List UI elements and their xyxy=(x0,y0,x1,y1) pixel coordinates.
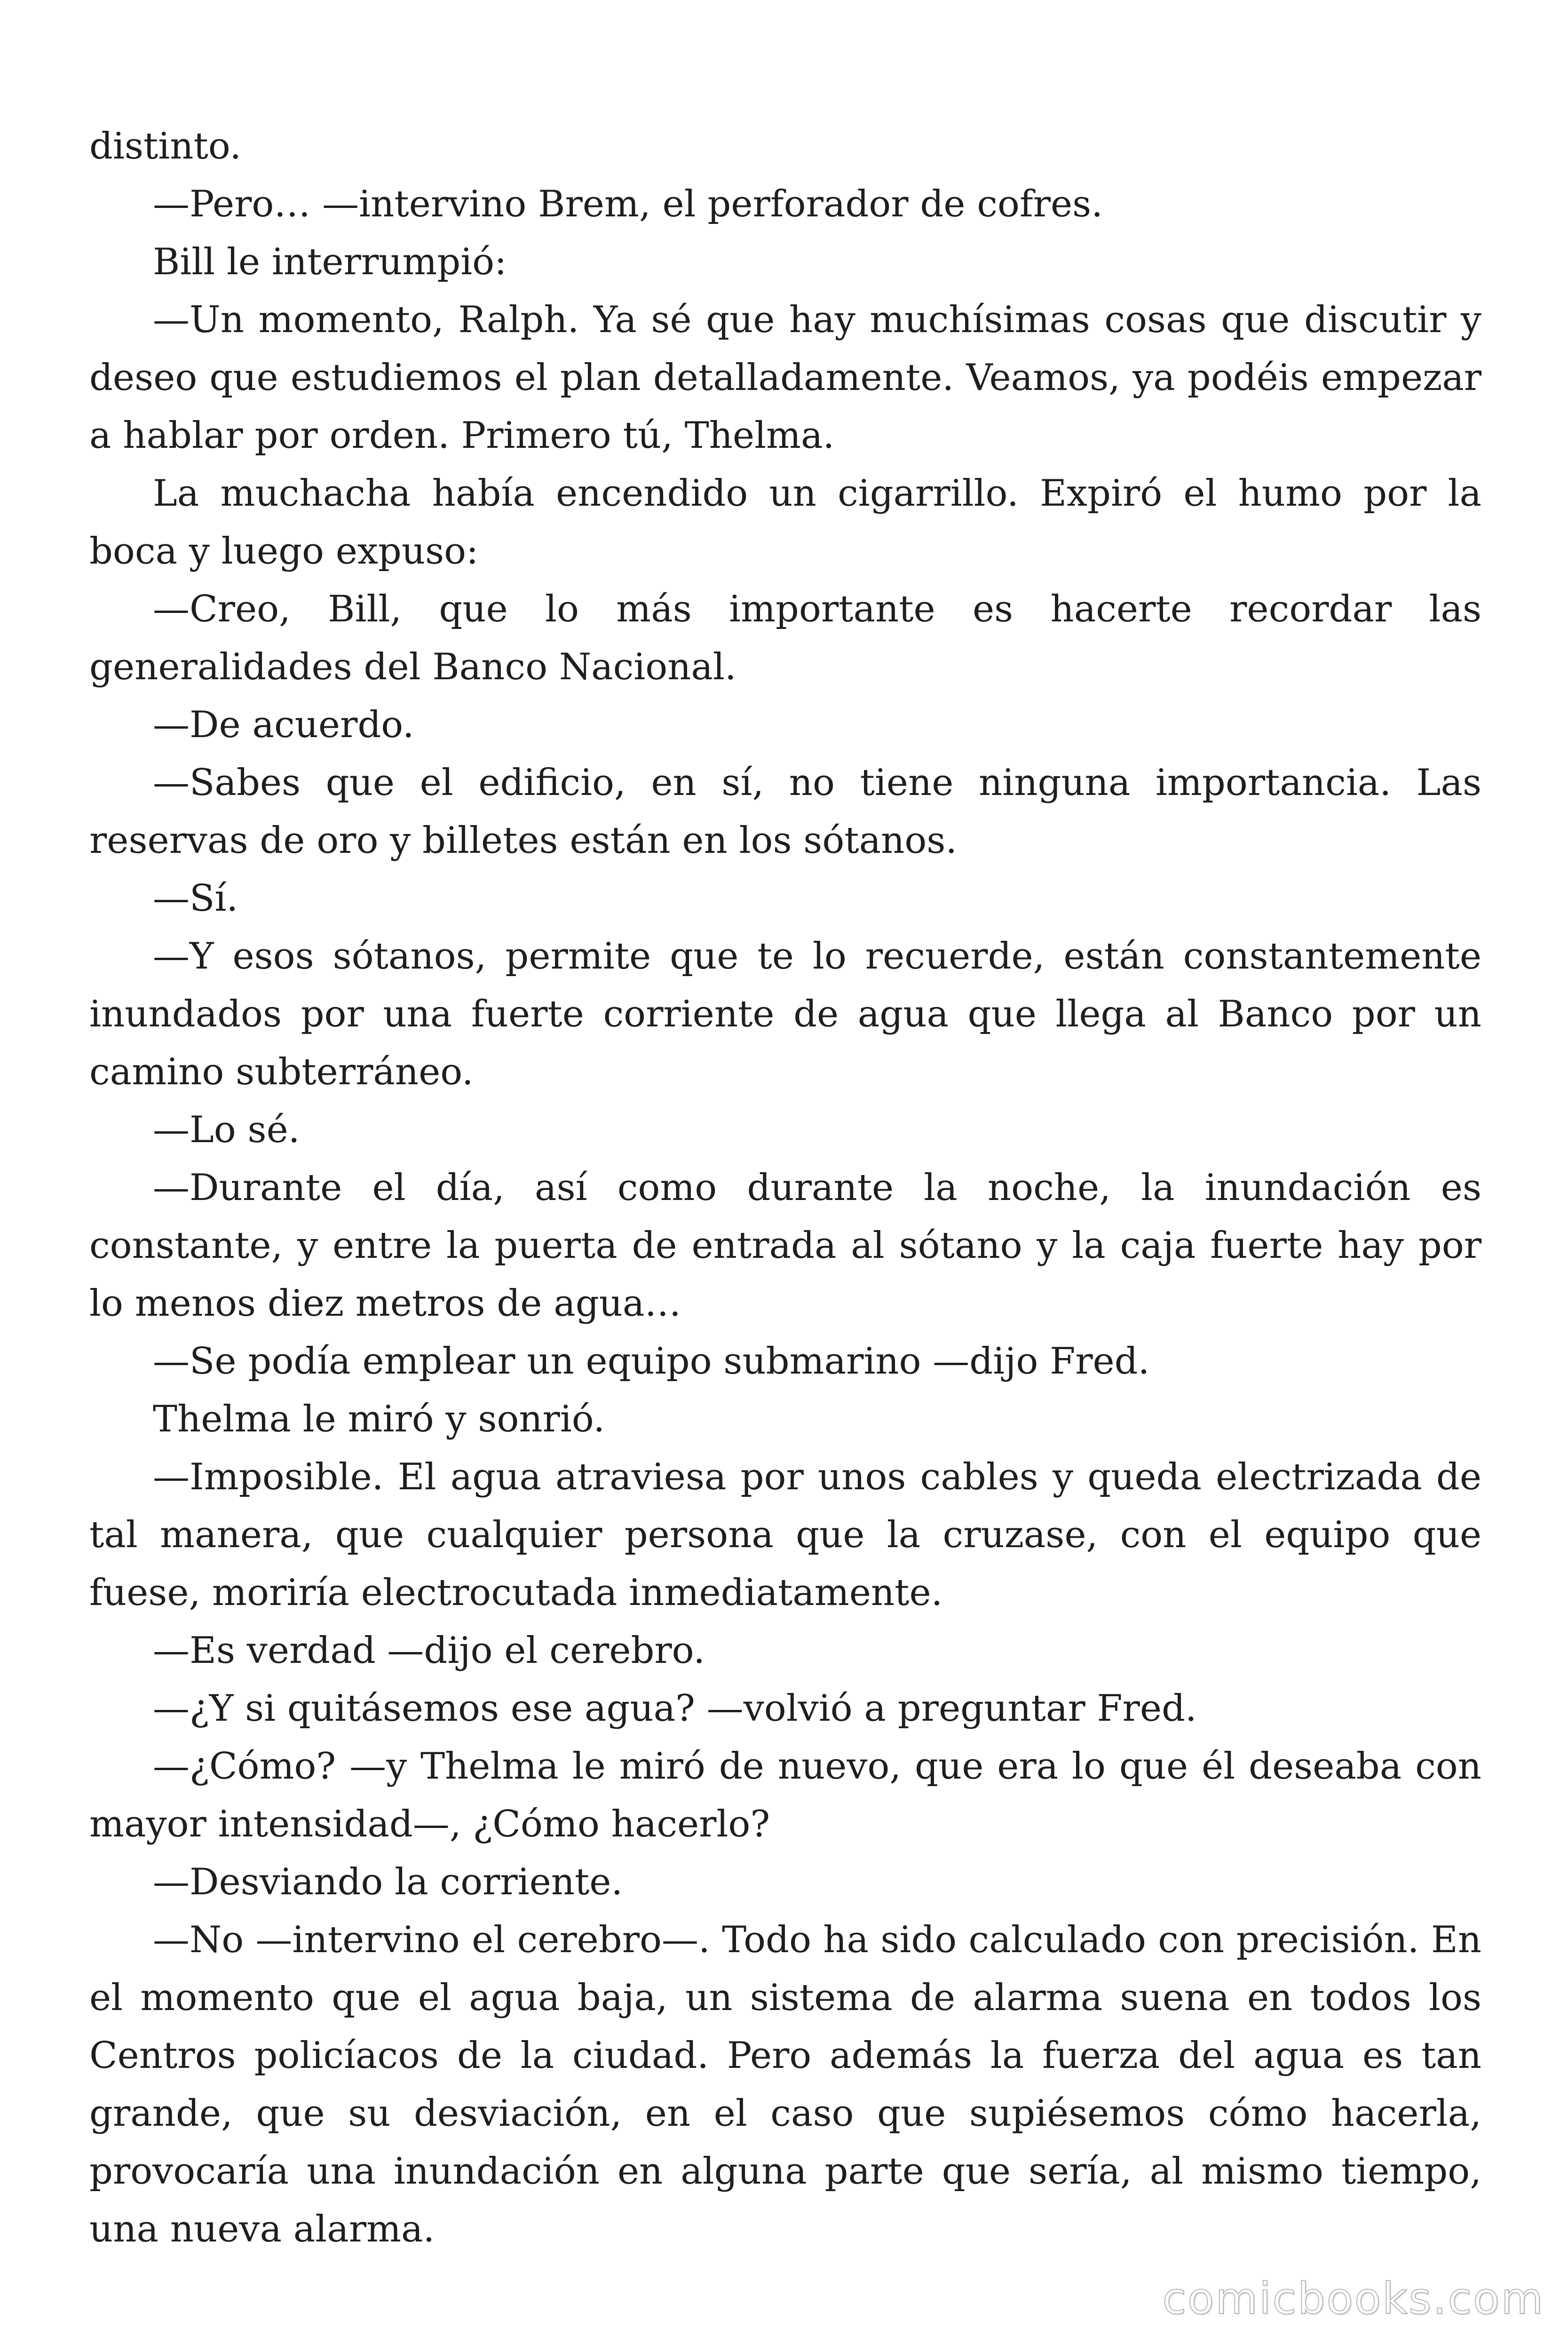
paragraph: —Sí. xyxy=(153,877,238,920)
paragraph: distinto. xyxy=(89,125,242,167)
paragraph: —Creo, Bill, que lo más importante es hacerte recordar las generalidades del Banco Nacional. xyxy=(89,588,1481,688)
page-text xyxy=(89,118,1481,2258)
paragraph: —¿Cómo? —y Thelma le miró de nuevo, que era lo que él deseaba con mayor intensidad—, ¿Cómo hacerlo? xyxy=(89,1745,1481,1845)
paragraph: —¿Y si quitásemos ese agua? —volvió a preguntar Fred. xyxy=(153,1687,1197,1730)
paragraph: —Se podía emplear un equipo submarino —dijo Fred. xyxy=(153,1340,1150,1383)
paragraph: Bill le interrumpió: xyxy=(153,241,507,283)
paragraph: La muchacha había encendido un cigarrillo. Expiró el humo por la boca y luego expuso: xyxy=(89,472,1481,572)
paragraph: —Sabes que el edificio, en sí, no tiene ninguna importancia. Las reservas de oro y billetes están en los sótanos. xyxy=(89,762,1481,862)
paragraph: —Es verdad —dijo el cerebro. xyxy=(153,1629,705,1672)
paragraph: Thelma le miró y sonrió. xyxy=(153,1398,605,1440)
paragraph: —Lo sé. xyxy=(153,1109,300,1151)
paragraph: —Pero… —intervino Brem, el perforador de cofres. xyxy=(153,183,1103,225)
paragraph: —Un momento, Ralph. Ya sé que hay muchísimas cosas que discutir y deseo que estudiemos el plan detalladamente. Veamos, ya podéis empezar a hablar por orden. Primero tú, Thelma. xyxy=(89,299,1481,457)
watermark: comicbooks.com xyxy=(1162,2273,1544,2324)
paragraph: —Durante el día, así como durante la noche, la inundación es constante, y entre la puerta de entrada al sótano y la caja fuerte hay por lo menos diez metros de agua… xyxy=(89,1167,1481,1325)
paragraph: —De acuerdo. xyxy=(153,704,414,746)
paragraph: —Desviando la corriente. xyxy=(153,1861,623,1903)
paragraph: —Y esos sótanos, permite que te lo recuerde, están constantemente inundados por una fuerte corriente de agua que llega al Banco por un camino subterráneo. xyxy=(89,935,1481,1093)
paragraph: —Imposible. El agua atraviesa por unos cables y queda electrizada de tal manera, que cualquier persona que la cruzase, con el equipo que fuese, moriría electrocutada inmediatamente. xyxy=(89,1456,1481,1614)
paragraph: —No —intervino el cerebro—. Todo ha sido calculado con precisión. En el momento que el agua baja, un sistema de alarma suena en todos los Centros policíacos de la ciudad. Pero además la fuerza del agua es tan grande, que su desviación, en el caso que supiésemos cómo hacerla, provocaría una inundación en alguna parte que sería, al mismo tiempo, una nueva alarma. xyxy=(89,1919,1481,2250)
